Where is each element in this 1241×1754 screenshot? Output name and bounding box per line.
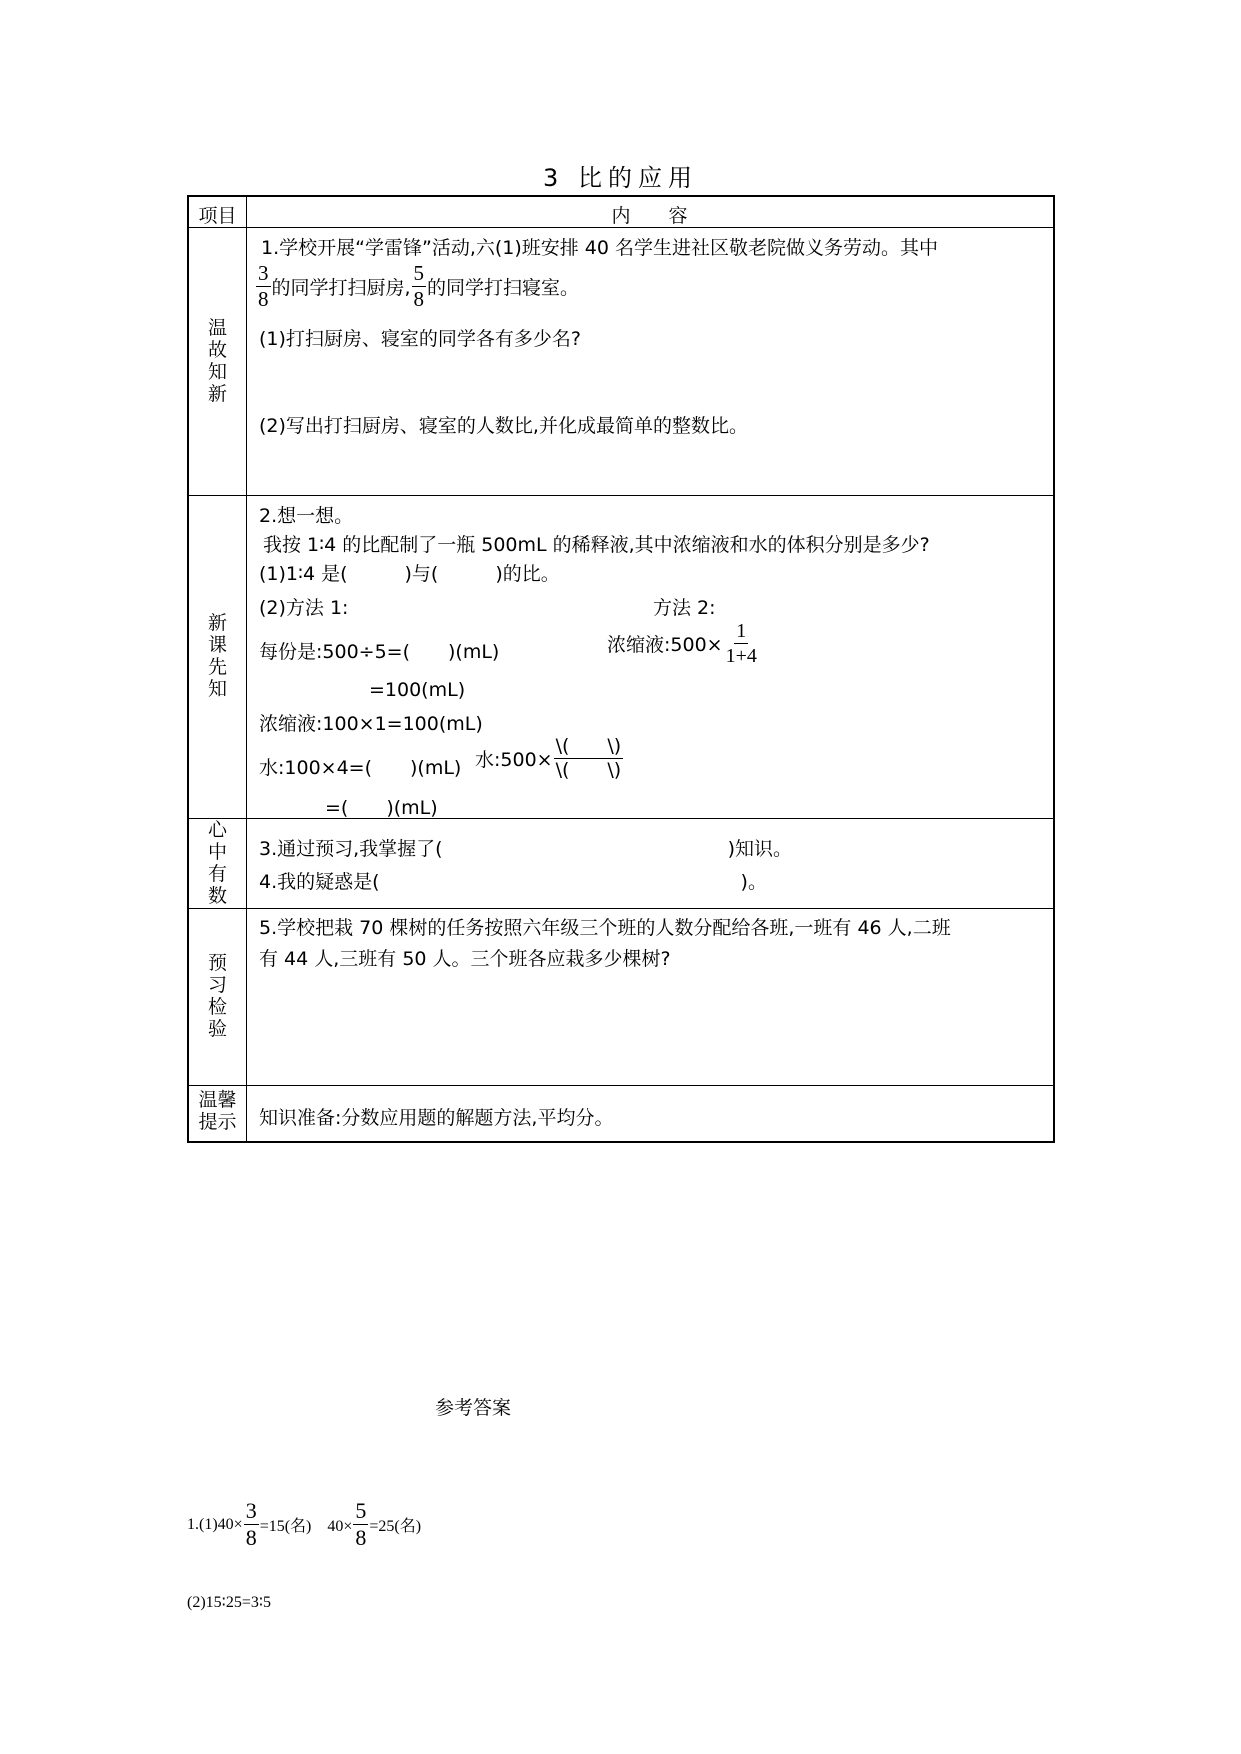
worksheet-table [187,195,1055,1143]
header-project: 项目 [198,205,237,227]
fraction-3-8: $\frac{3}{8}$ [258,261,269,311]
answer-2: (2)15∶25=3∶5 [187,1594,272,1611]
row-divider [189,908,1053,909]
column-divider [246,197,247,1141]
row-divider [189,495,1053,496]
row-label-check: 预 习 检 验 [207,952,227,1040]
question-1-fractions [255,263,579,310]
question-1-part-1: (1)打扫厨房、寝室的同学各有多少名? [259,328,581,350]
method-1-step-3: 浓缩液:100×1=100(mL) [259,713,483,735]
answer-1: 1.(1)40× $\frac{3}{8}$ =15(名) 40× $\frac{5}{8}$ =25(名) [187,1498,422,1550]
question-1-text: 1.学校开展“学雷锋”活动,六(1)班安排 40 名学生进社区敬老院做义务劳动。其中 [261,237,939,259]
fraction-5-8: $\frac{5}{8}$ [413,261,425,311]
method-2-label: 方法 2: [653,597,716,619]
row-divider [189,818,1053,819]
question-1-tail: 的同学打扫寝室。 [427,277,580,299]
method-1-step-4: 水:100×4=( )(mL) [259,757,462,779]
method-1-label: (2)方法 1: [259,597,349,619]
fraction-1-over-1-plus-4: $\frac{1}{1+4}$ [725,620,757,667]
page-title: 3 比的应用 [543,164,698,192]
row-label-preview: 新 课 先 知 [207,612,227,700]
method-1-step-2: =100(mL) [369,679,466,701]
row-label-review: 温 故 知 新 [207,317,227,405]
question-3-text: 3.通过预习,我掌握了( )知识。 [259,838,792,860]
fraction-blank: $\frac{\backslash( \backslash)}{\backslash( \backslash)}$ [555,735,622,781]
question-2-text: 我按 1∶4 的比配制了一瓶 500mL 的稀释液,其中浓缩液和水的体积分别是多少? [263,534,930,556]
question-5-line-1: 5.学校把栽 70 棵树的任务按照六年级三个班的人数分配给各班,一班有 46 人,二班 [259,917,951,939]
method-1-step-5: =( )(mL) [325,797,438,819]
answer-fraction-5-8: $\frac{5}{8}$ [355,1498,367,1550]
method-2-step-2: 水:500× $\frac{\backslash( \backslash)}{\backslash( \backslash)}$ [475,735,622,781]
question-5-line-2: 有 44 人,三班有 50 人。三个班各应栽多少棵树? [259,948,671,970]
header-content: 内 容 [611,205,688,227]
question-1-mid: 的同学打扫厨房, [271,277,411,299]
method-2-step-1: 浓缩液:500× $\frac{1}{1+4}$ [607,620,757,667]
question-4-text: 4.我的疑惑是( )。 [259,871,767,893]
question-2-heading: 2.想一想。 [259,505,354,527]
row-label-summary: 心 中 有 数 [207,819,227,907]
row-divider [189,1085,1053,1086]
row-label-tip: 温馨 提示 [198,1089,237,1133]
answers-heading: 参考答案 [435,1397,512,1419]
question-2-part-1: (1)1∶4 是( )与( )的比。 [259,563,560,585]
method-1-step-1: 每份是:500÷5=( )(mL) [259,641,500,663]
answer-fraction-3-8: $\frac{3}{8}$ [245,1498,257,1550]
tip-text: 知识准备:分数应用题的解题方法,平均分。 [259,1107,614,1129]
question-1-part-2: (2)写出打扫厨房、寝室的人数比,并化成最简单的整数比。 [259,415,748,437]
